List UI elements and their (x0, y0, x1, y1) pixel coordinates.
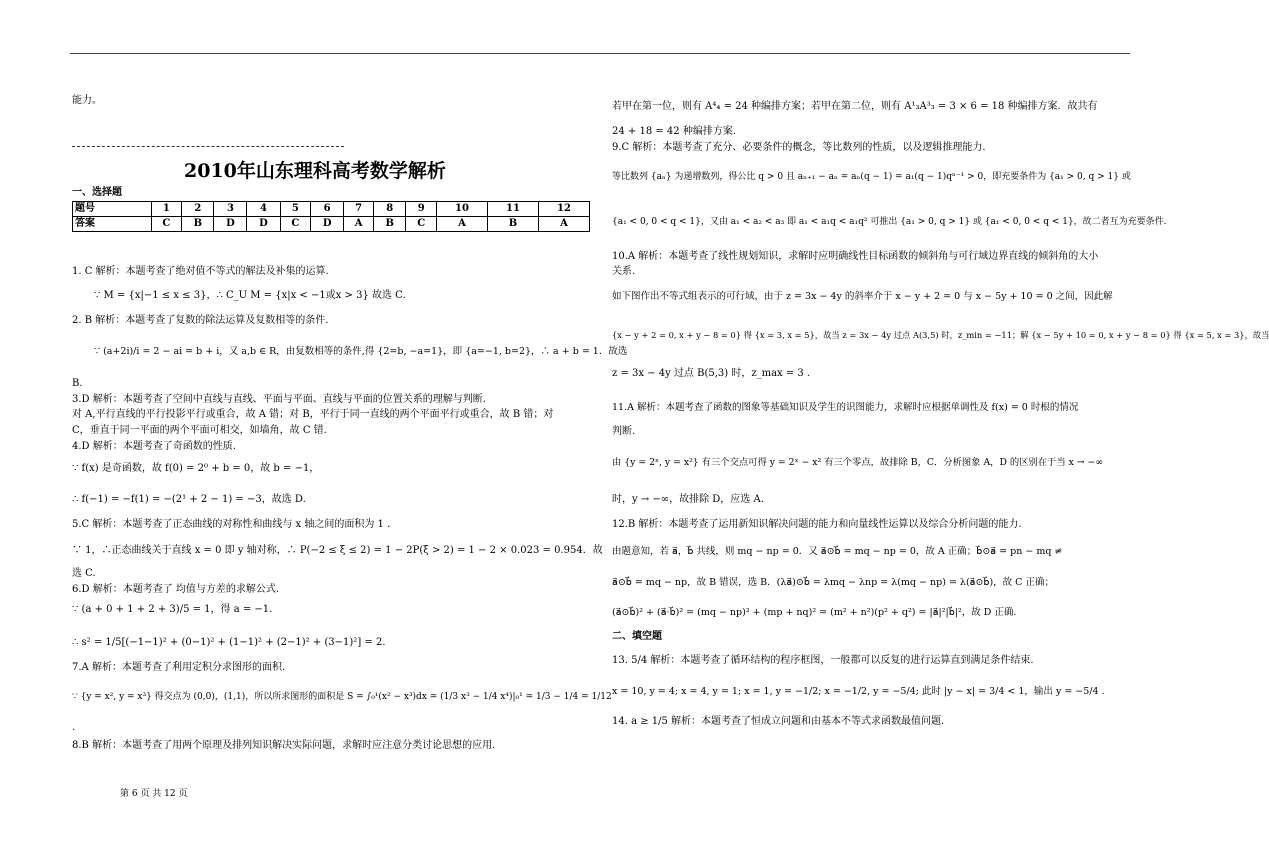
table-header-number: 题号 (73, 202, 152, 217)
text-line: 14. a ≥ 1/5 解析：本题考查了恒成立问题和由基本不等式求函数最值问题. (612, 716, 945, 727)
table-cell: D (247, 217, 280, 232)
text-line: 对 A,平行直线的平行投影平行或重合，故 A 错；对 B，平行于同一直线的两个平面平行或重合，故 B 错；对 (72, 409, 554, 420)
page-title: 2010年山东理科高考数学解析 (184, 160, 446, 182)
table-cell: C (151, 217, 182, 232)
table-cell: 6 (311, 202, 344, 217)
text-line: 12.B 解析：本题考查了运用新知识解决问题的能力和向量线性运算以及综合分析问题的能力. (612, 519, 1022, 530)
table-cell: D (214, 217, 247, 232)
table-cell: 1 (151, 202, 182, 217)
table-cell: 11 (487, 202, 538, 217)
table-cell: A (437, 217, 488, 232)
table-cell: 4 (247, 202, 280, 217)
table-cell: 3 (214, 202, 247, 217)
math-line: ∴ s² = 1/5[(−1−1)² + (0−1)² + (1−1)² + (2−1)² + (3−1)²] = 2． (72, 637, 393, 648)
math-line: x = 10, y = 4; x = 4, y = 1; x = 1, y = −1/2; x = −1/2, y = −5/4; 此时 |y − x| = 3/4 < 1，输出 y = −5/4 . (612, 686, 1105, 697)
text-line: 选 C. (72, 568, 96, 579)
math-line: ∴ f(−1) = −f(1) = −(2¹ + 2 − 1) = −3，故选 D. (72, 494, 306, 505)
section-heading-choice: 一、选择题 (72, 187, 122, 198)
math-line: ∵ {y = x², y = x³} 得交点为 (0,0)，(1,1)，所以所求图形的面积是 S = ∫₀¹(x² − x³)dx = (1/3 x³ − 1/4 x⁴)|₀¹ = 1/3 − 1/4 = 1/12 (72, 692, 612, 702)
text-line: C，垂直于同一平面的两个平面可相交，如墙角，故 C 错. (72, 425, 327, 436)
math-line: z = 3x − 4y 过点 B(5,3) 时，z_max = 3 . (612, 368, 811, 379)
math-line: 由题意知，若 a⃗，b⃗ 共线，则 mq − np = 0．又 a⃗⊙b⃗ = mq − np = 0，故 A 正确；b⃗⊙a⃗ = pn − mq ≠ (612, 546, 1063, 557)
table-header-answer: 答案 (73, 217, 152, 232)
text-line: 8.B 解析：本题考查了用两个原理及排列知识解决实际问题，求解时应注意分类讨论思想的应用. (72, 740, 496, 751)
text-line: 1. C 解析：本题考查了绝对值不等式的解法及补集的运算. (72, 266, 329, 277)
text-line: B. (72, 378, 83, 389)
text-line: 13. 5/4 解析：本题考查了循环结构的程序框图，一般都可以反复的进行运算直到满足条件结束. (612, 655, 1034, 666)
table-cell: 9 (406, 202, 437, 217)
math-line: {a₁ < 0, 0 < q < 1}，又由 a₁ < a₂ < a₃ 即 a₁ < a₁q < a₁q² 可推出 {a₁ > 0, q > 1} 或 {a₁ < 0, 0 < q < 1}，故二者互为充要条件. (612, 217, 1167, 227)
text-line: 如下图作出不等式组表示的可行域，由于 z = 3x − 4y 的斜率介于 x − y + 2 = 0 与 x − 5y + 10 = 0 之间，因此解 (612, 291, 1113, 302)
answer-table (72, 201, 590, 232)
math-line: {x − y + 2 = 0, x + y − 8 = 0} 得 {x = 3, x = 5}，故当 z = 3x − 4y 过点 A(3,5) 时，z_min = −11；解 {x − 5y + 10 = 0, x + y − 8 = 0} 得 {x = 5, x = 3}，故当 (612, 330, 1269, 340)
table-cell: A (344, 217, 374, 232)
text-line: 24 + 18 = 42 种编排方案. (612, 126, 737, 137)
table-row (73, 202, 590, 217)
math-line: 由 {y = 2ˣ, y = x²} 有三个交点可得 y = 2ˣ − x² 有三个零点，故排除 B，C．分析图象 A，D 的区别在于当 x → −∞ (612, 457, 1104, 468)
text-line: 7.A 解析：本题考查了利用定积分求图形的面积. (72, 662, 286, 673)
text-line: 判断. (612, 426, 636, 437)
text-line: 9.C 解析：本题考查了充分、必要条件的概念，等比数列的性质，以及逻辑推理能力. (612, 142, 986, 153)
math-line: ∵ 1，∴正态曲线关于直线 x = 0 即 y 轴对称，∴ P(−2 ≤ ξ ≤ 2) = 1 − 2P(ξ > 2) = 1 − 2 × 0.023 = 0.954．故 (72, 545, 603, 556)
table-cell: 8 (374, 202, 406, 217)
text-line: 6.D 解析：本题考查了 均值与方差的求解公式. (72, 584, 280, 595)
table-cell: 10 (437, 202, 488, 217)
math-line: ∵ f(x) 是奇函数，故 f(0) = 2⁰ + b = 0，故 b = −1， (72, 463, 320, 474)
table-cell: C (406, 217, 437, 232)
table-cell: A (538, 217, 589, 232)
text-line: 3.D 解析：本题考查了空间中直线与直线、平面与平面、直线与平面的位置关系的理解与判断. (72, 394, 486, 405)
table-row (73, 217, 590, 232)
math-line: a⃗⊙b⃗ = mq − np，故 B 错误，选 B．(λa⃗)⊙b⃗ = λmq − λnp = λ(mq − np) = λ(a⃗⊙b⃗)，故 C 正确； (612, 577, 1054, 588)
text-line: 关系. (612, 266, 636, 277)
table-cell: 2 (182, 202, 214, 217)
header-rule (70, 53, 1130, 54)
section-divider (72, 146, 344, 147)
math-line: 等比数列 {aₙ} 为递增数列，得公比 q > 0 且 aₙ₊₁ − aₙ = aₙ(q − 1) = a₁(q − 1)qⁿ⁻¹ > 0，即充要条件为 {a₁ > 0, q > 1} 或 (612, 172, 1131, 182)
continuation-text: 能力。 (72, 95, 102, 106)
text-line: 2. B 解析：本题考查了复数的除法运算及复数相等的条件. (72, 315, 329, 326)
text-line: 11.A 解析：本题考查了函数的图象等基础知识及学生的识图能力，求解时应根据单调性及 f(x) = 0 时根的情况 (612, 402, 1079, 413)
table-cell: B (487, 217, 538, 232)
math-line: (a⃗⊙b⃗)² + (a⃗·b⃗)² = (mq − np)² + (mp + nq)² = (m² + n²)(p² + q²) = |a⃗|²|b⃗|²，故 D 正确. (612, 607, 1017, 618)
text-line: 5.C 解析：本题考查了正态曲线的对称性和曲线与 x 轴之间的面积为 1 . (72, 519, 391, 530)
table-cell: C (280, 217, 311, 232)
text-line: 10.A 解析：本题考查了线性规划知识，求解时应明确线性目标函数的倾斜角与可行域边界直线的倾斜角的大小 (612, 251, 1099, 262)
table-cell: D (311, 217, 344, 232)
text-line: 若甲在第一位，则有 A⁴₄ = 24 种编排方案；若甲在第二位，则有 A¹₃A³₃ = 3 × 6 = 18 种编排方案．故共有 (612, 101, 1098, 112)
table-cell: B (182, 217, 214, 232)
section-heading-fill: 二、填空题 (612, 631, 662, 642)
math-line: ∵ M = {x|−1 ≤ x ≤ 3}，∴ C_U M = {x|x < −1或x > 3} 故选 C. (94, 290, 406, 301)
math-line: ∵ (a+2i)/i = 2 − ai = b + i，又 a,b ∈ R，由复数相等的条件,得 {2=b, −a=1}，即 {a=−1, b=2}，∴ a + b = 1．故选 (94, 346, 628, 357)
math-line: ∵ (a + 0 + 1 + 2 + 3)/5 = 1，得 a = −1. (72, 604, 273, 615)
text-line: 时，y → −∞，故排除 D，应选 A. (612, 494, 764, 505)
text-line: . (72, 722, 76, 733)
table-cell: 12 (538, 202, 589, 217)
table-cell: 7 (344, 202, 374, 217)
table-cell: 5 (280, 202, 311, 217)
page-footer: 第 6 页 共 12 页 (120, 789, 188, 799)
text-line: 4.D 解析：本题考查了奇函数的性质. (72, 441, 236, 452)
table-cell: B (374, 217, 406, 232)
